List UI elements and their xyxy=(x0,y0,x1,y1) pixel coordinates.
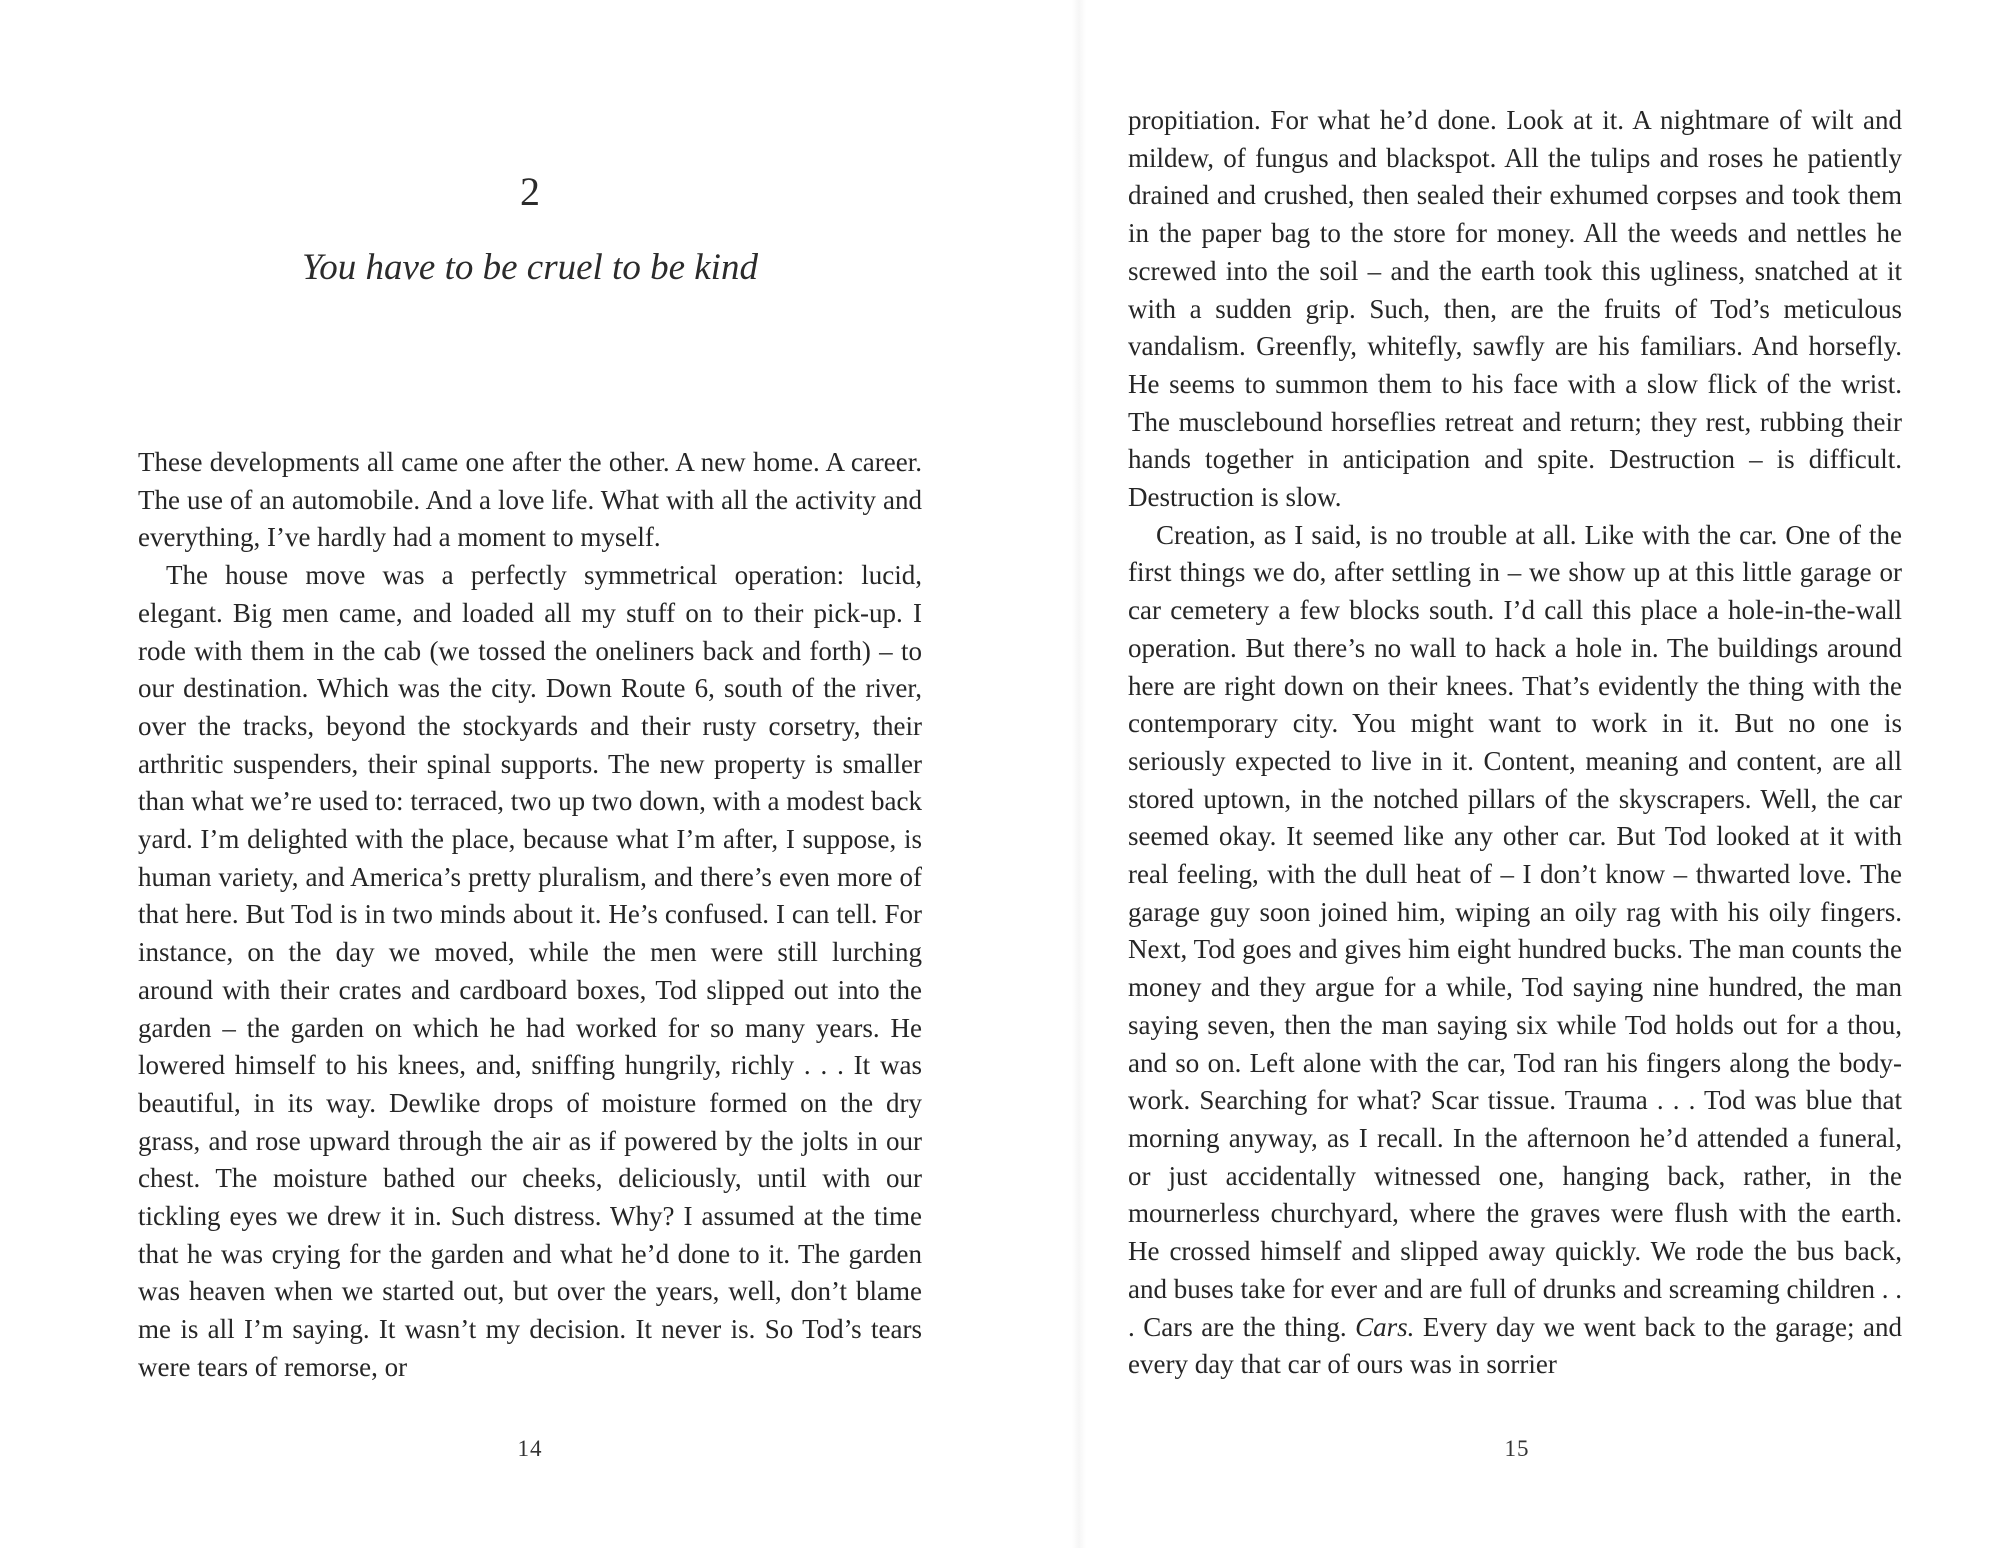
book-gutter xyxy=(1072,0,1086,1548)
paragraph-text: Creation, as I said, is no trouble at all. Like with the car. One of the first things we do, after settling in – we show up at this little garage or car cemetery a few blocks south. I’d call this place a hole-in-the-wall operation. But there’s no wall to hack a hole in. The buildings around here are right down on their knees. That’s evidently the thing with the contemporary city. You might want to work in it. But no one is seriously expected to live in it. Content, meaning and content, are all stored uptown, in the notched pillars of the skyscrapers. Well, the car seemed okay. It seemed like any other car. But Tod looked at it with real feeling, with the dull heat of – I don’t know – thwarted love. The garage guy soon joined him, wiping an oily rag with his oily fingers. Next, Tod goes and gives him eight hundred bucks. The man counts the money and they argue for a while, Tod saying nine hundred, the man saying seven, then the man saying six while Tod holds out for a thou, and so on. Left alone with the car, Tod ran his fingers along the body-work. Searching for what? Scar tissue. Trauma . . . Tod was blue that morning anyway, as I recall. In the afternoon he’d attended a funeral, or just accidentally witnessed one, hanging back, rather, in the mournerless churchyard, where the graves were flush with the earth. He crossed himself and slipped away quickly. We rode the bus back, and buses take for ever and are full of drunks and screaming children . . . Cars are the thing. xyxy=(1128,519,1902,1342)
right-page-body xyxy=(1128,102,1902,1384)
right-page xyxy=(1086,0,2000,1548)
paragraph: propitiation. For what he’d done. Look at it. A nightmare of wilt and mildew, of fungus and blackspot. All the tulips and roses he patiently drained and crushed, then sealed their exhumed corpses and took them in the paper bag to the store for money. All the weeds and nettles he screwed into the soil – and the earth took this ugliness, snatched at it with a sudden grip. Such, then, are the fruits of Tod’s meticulous vandalism. Greenfly, whitefly, sawfly are his familiars. And horsefly. He seems to summon them to his face with a slow flick of the wrist. The musclebound horseflies retreat and return; they rest, rubbing their hands together in anticipation and spite. Destruction – is difficult. Destruction is slow. xyxy=(1128,105,1902,513)
chapter-number: 2 xyxy=(520,169,540,214)
paragraph xyxy=(1128,517,1902,1384)
left-page-body xyxy=(138,444,922,1387)
emphasis-word: Cars. xyxy=(1355,1311,1415,1342)
page-number-left: 14 xyxy=(517,1436,543,1461)
paragraph-text: Every day we went back to the garage; and every day that car of ours was in sorrier xyxy=(1128,1311,1902,1380)
paragraph: The house move was a perfectly symmetrical operation: lucid, elegant. Big men came, and loaded all my stuff on to their pick-up. I rode with them in the cab (we tossed the oneliners back and forth) – to our destination. Which was the city. Down Route 6, south of the river, over the tracks, beyond the stockyards and their rusty corsetry, their arthritic suspenders, their spinal supports. The new property is smaller than what we’re used to: terraced, two up two down, with a modest back yard. I’m delighted with the place, because what I’m after, I suppose, is human variety, and America’s pretty pluralism, and there’s even more of that here. But Tod is in two minds about it. He’s confused. I can tell. For instance, on the day we moved, while the men were still lurching around with their crates and cardboard boxes, Tod slipped out into the garden – the garden on which he had worked for so many years. He lowered himself to his knees, and, sniffing hungrily, richly . . . It was beautiful, in its way. Dewlike drops of moisture formed on the dry grass, and rose upward through the air as if powered by the jolts in our chest. The moisture bathed our cheeks, deliciously, until with our tickling eyes we drew it in. Such distress. Why? I assumed at the time that he was crying for the garden and what he’d done to it. The garden was heaven when we started out, but over the years, well, don’t blame me is all I’m saying. It wasn’t my decision. It never is. So Tod’s tears were tears of remorse, or xyxy=(138,560,922,1382)
page-number-right: 15 xyxy=(1504,1436,1530,1461)
chapter-title: You have to be cruel to be kind xyxy=(302,247,758,288)
paragraph: These developments all came one after the other. A new home. A career. The use of an automobile. And a love life. What with all the activity and everything, I’ve hardly had a moment to myself. xyxy=(138,447,922,553)
